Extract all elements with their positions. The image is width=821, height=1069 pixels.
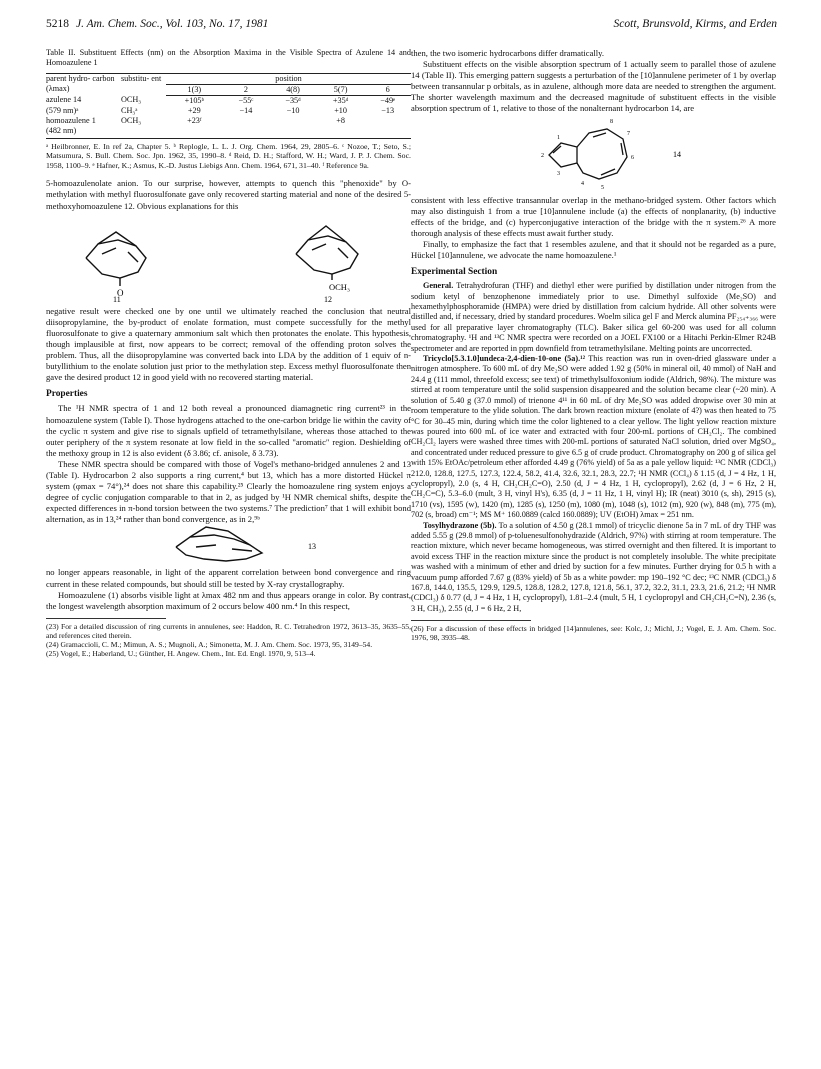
table-row bbox=[46, 126, 411, 139]
tricyclo-heading: Tricyclo[5.3.1.0]undeca-2,4-dien-10-one (5a).¹² bbox=[423, 354, 586, 364]
section-heading-properties: Properties bbox=[46, 389, 88, 400]
general-text: Tetrahydrofuran (THF) and diethyl ether were purified by distillation under nitrogen from the sodium ketyl of benzophenone immediately prior to use. Dimethyl sulfoxide (Me₂SO) and hexamethylphosphoramide (HMPA) were dried by distillation from calcium hydride. All other solvents were distilled and, if necessary, dried by standard procedures. Woelm silica gel F and Merck alumina PF₂₅₄₊₃₆₆ were used for all preparative layer chromatography (TLC). Baker silica gel 60-200 was used for all column chromatography. ¹H and ¹³C NMR spectra were recorded on a JOEL FX100 or a Hitachi Perkin-Elmer R24B spectrometer and are reported in ppm downfield from tetramethylsilane. Melting points are uncorrected. bbox=[411, 281, 776, 353]
cell: +8 bbox=[336, 115, 345, 125]
structure-11 bbox=[86, 232, 146, 286]
general-paragraph bbox=[411, 281, 776, 354]
ring-number: 8 bbox=[610, 118, 613, 125]
footnote-rule bbox=[46, 618, 166, 619]
right-column bbox=[411, 48, 776, 643]
cell: −13 bbox=[381, 105, 395, 115]
cell bbox=[317, 126, 365, 139]
cell bbox=[223, 126, 270, 139]
cell bbox=[269, 126, 317, 139]
paragraph: 5-homoazulenolate anion. To our surprise, however, attempts to quench this "phenoxide" by O-methylation with methyl fluorosulfonate gave only recovered starting material and none of the desired 5-methoxyhomoazulene 12. Obvious explanations for this bbox=[46, 178, 411, 211]
structure-figure bbox=[46, 218, 411, 302]
ring-number: 5 bbox=[601, 184, 604, 191]
footnote-23: (23) For a detailed discussion of ring currents in annulenes, see: Haddon, R. C. Tetrahedron 1972, 3613–35, 3635–55, and references cited therein. bbox=[46, 621, 411, 641]
cell: OCH₃ bbox=[121, 115, 142, 125]
pos-header: 1(3) bbox=[166, 84, 223, 95]
cell: CH₃ᵃ bbox=[121, 105, 138, 115]
structure-14 bbox=[411, 115, 776, 195]
oxo-label: O bbox=[117, 287, 124, 298]
cell: −55ᶜ bbox=[238, 95, 254, 105]
compound-label-12: 12 bbox=[324, 294, 332, 302]
running-header bbox=[46, 18, 777, 36]
table-row bbox=[46, 106, 411, 116]
ring-number: 6 bbox=[631, 154, 634, 161]
structures-11-12 bbox=[46, 218, 411, 302]
cell: (482 nm) bbox=[46, 126, 121, 139]
journal-citation: J. Am. Chem. Soc., Vol. 103, No. 17, 1981 bbox=[76, 18, 269, 30]
footnote-24: (24) Gramaccioli, C. M.; Mimun, A. S.; Mugnoli, A.; Simonetta, M. J. Am. Chem. Soc. 1973, 95, 3149–54. bbox=[46, 640, 373, 650]
cell: +35ᵈ bbox=[332, 95, 349, 105]
paragraph: consistent with less effective transannular overlap in the methano-bridged system. Other factors which may also distinguish 1 from a true [10]annulene include (a) the effects of nonplanarity, (b) inductive effects of the bridge, and (c) hyperconjugative interaction of the bridge with the π system.²⁶ A more thorough analysis of these effects must await further study. bbox=[411, 194, 776, 238]
ring-number: 1 bbox=[557, 134, 560, 141]
substituent-table bbox=[46, 73, 411, 139]
cell: −14 bbox=[239, 105, 253, 115]
tricyclo-paragraph bbox=[411, 354, 776, 521]
cell bbox=[223, 116, 270, 126]
running-authors: Scott, Brunsvold, Kirms, and Erden bbox=[613, 18, 777, 30]
cell: OCH₃ bbox=[121, 95, 142, 105]
structure-13-block bbox=[46, 525, 411, 567]
general-heading: General. bbox=[423, 281, 454, 291]
paragraph: negative result were checked one by one until we ultimately reached the conclusion that neutral diisopropylamine, the by-product of enolate formation, must compete successfully for the methyl fluorosulfonate to give a quaternary ammonium salt which then protonates the enolate. This hypothesis, though implausible at first, now appears to be correct; removal of the offending proton solves the problem. Thus, all the diisopropylamine was converted back into LDA by the addition of 1 equiv of n-butyllithium to the enolate solution just prior to the methylation step. Excess methyl fluorosulfonate then gave the desired product 12 in good yield with no recovered starting material. bbox=[46, 305, 411, 383]
cell: +29 bbox=[187, 105, 201, 115]
table-row bbox=[46, 116, 411, 126]
och3-label: OCH₃ bbox=[329, 281, 350, 292]
footnote-26: (26) For a discussion of these effects in bridged [14]annulenes, see: Kolc, J.; Michl, J.; Vogel, E. J. Am. Chem. Soc. 1976, 98, 3935–48. bbox=[411, 624, 776, 643]
cell bbox=[269, 116, 317, 126]
pos-header: 4(8) bbox=[269, 84, 317, 95]
footnote-25: (25) Vogel, E.; Haberland, U.; Günther, H. Angew. Chem., Int. Ed. Engl. 1970, 9, 513–4. bbox=[46, 649, 316, 659]
structure-13 bbox=[46, 525, 411, 567]
cell: azulene 14 bbox=[46, 95, 82, 105]
paragraph: These NMR spectra should be compared with those of Vogel's methano-bridged annulenes 2 and 13 (Table I). Hydrocarbon 2 also supports a ring current,⁴ but 13, which has a more distorted Hückel π system (φmax = 74°),²⁴ does not share this capability.²⁵ Clearly the homoazulene ring system enjoys a degree of cyclic conjugation comparable to that in 2, as judged by ¹H NMR chemical shifts, despite the expected differences in π-bond torsion between the two systems.⁷ The prediction⁷ that 1 will exhibit bond alternation, as in 13,²⁴ rather than bond convergence, as in 2,⁹ᵇ bbox=[46, 458, 411, 525]
page-number: 5218 bbox=[46, 18, 69, 30]
structure-14-block bbox=[411, 115, 776, 195]
table-caption: Table II. Substituent Effects (nm) on the Absorption Maxima in the Visible Spectra of Azulene 14 and Homoazulene 1 bbox=[46, 48, 411, 68]
cell: homoazulene 1 bbox=[46, 115, 96, 125]
compound-label-14: 14 bbox=[673, 149, 681, 159]
compound-label-13: 13 bbox=[308, 542, 316, 552]
compound-label-11: 11 bbox=[113, 294, 121, 302]
ring-number: 7 bbox=[627, 130, 630, 137]
cell: +105ᵇ bbox=[184, 95, 205, 105]
cell: +23ᶠ bbox=[187, 115, 202, 125]
cell bbox=[364, 116, 411, 126]
structure-12 bbox=[296, 226, 358, 280]
footnote-rule bbox=[411, 620, 531, 621]
cell bbox=[166, 126, 223, 139]
pos-header: 6 bbox=[364, 84, 411, 95]
tosyl-text: To a solution of 4.50 g (28.1 mmol) of tricyclic dienone 5a in 7 mL of dry THF was added 5.55 g (29.8 mmol) of p-toluenesulfonohydrazide (Aldrich, 97%) with stirring at room temperature. The reaction mixture, which never became homogeneous, was stirred overnight and then filtered. It is important to avoid excess THF in the reaction mixture since the product is not completely insoluble. The white precipitate was washed with a minimum of ether and dried by suction for a few minutes. Further drying for 0.5 h with a vacuum pump afforded 7.67 g (83% yield) of 5b as a white powder: mp 190–192 °C dec; ¹³C NMR (CDCl₃) δ 167.8, 144.0, 135.5, 129.9, 129.5, 128.8, 128.2, 127.8, 121.8, 56.1, 37.2, 32.2, 31.1, 23.3, 21.6, 21.2; ¹H NMR (CDCl₃) δ 0.77 (d, J = 4 Hz, 1 H, cyclopropyl), 1.81–2.4 (mult, 5 H, 1 cyclopropyl and CH₂CH₂C=N), 2.36 (s, 3 H, CH₃), 2.55 (d, J = 6 Hz, 2 H, bbox=[411, 520, 776, 613]
col-parent-header: parent hydro- carbon (λmax) bbox=[46, 73, 121, 95]
cell bbox=[364, 126, 411, 139]
section-heading-experimental: Experimental Section bbox=[411, 267, 498, 278]
col-substituent-header: substitu- ent bbox=[121, 73, 166, 95]
tosyl-heading: Tosylhydrazone (5b). bbox=[423, 520, 497, 530]
pos-header: 5(7) bbox=[317, 84, 365, 95]
table-footnotes: ᵃ Heilbronner, E. In ref 2a, Chapter 5. ᵇ Replogle, L. L. J. Org. Chem. 1964, 29, 2805–6. ᶜ Nozoe, T.; Seto, S.; Matsumura, S. Bull. Chem. Soc. Jpn. 1962, 35, 1990–8. ᵈ Reid, D. H.; Stafford, W. H.; Ward, J. P. J. Chem. Soc. 1958, 1100–9. ᵉ Hafner, K.; Asmus, K.-D. Justus Liebigs Ann. Chem. 1964, 671, 31–40. ᶠ Reference 9a. bbox=[46, 141, 411, 170]
paragraph: The ¹H NMR spectra of 1 and 12 both reveal a pronounced diamagnetic ring current²³ in the homoazulene system (Table I). Those hydrogens attached to the one-carbon bridge lie within the cavity of the cyclic π system and give rise to signals upfield of tetramethylsilane, whereas those attached to the outer periphery of the π system resonate at low field in the so-called "aromatic" region. Deshielding of the methoxy group in 12 is also evident (δ 3.86; cf. anisole, δ 3.73). bbox=[46, 403, 411, 458]
pos-header: 2 bbox=[223, 84, 270, 95]
paragraph: Homoazulene (1) absorbs visible light at λmax 482 nm and thus appears orange in color. By contrast, the longest wavelength absorption maximum of 2 occurs below 400 nm.⁴ In this respect, bbox=[46, 589, 411, 611]
tosyl-paragraph bbox=[411, 521, 776, 615]
cell: −35ᵈ bbox=[285, 95, 301, 105]
cell: −49ᵉ bbox=[380, 95, 396, 105]
left-column bbox=[46, 48, 411, 659]
tricyclo-text: This reaction was run in oven-dried glassware under a nitrogen atmosphere. To 600 mL of dry Me₂SO were added 1.92 g (50% in mineral oil, 40 mmol) of NaH and 24.4 g (111 mmol, threefold excess; see text) of trimethylsulfoxonium iodide (Aldrich, 98%). The mixture was stirred at room temperature until the solid suspension disappeared and the solution became clear (~20 min). A solution of 5.40 g (37.0 mmol) of trienone 4¹¹ in 60 mL of dry Me₂SO was added dropwise over 30 min at room temperature to the ylide solution. The dark brown reaction mixture (enolate of 4?) was then heated to 75 °C for 30–45 min, during which time the color lightened to a clear yellow. The light yellow reaction mixture was poured into 600 mL of ice water and extracted with four 200-mL portions of CH₂Cl₂. The combined CH₂Cl₂ layers were washed three times with 200-mL portions of saturated NaCl solution, dried over MgSO₄, and concentrated under reduced pressure to give 6.5 g of crude product. Chromatography on 200 g of silica gel with 15% EtOAc/petroleum ether afforded 4.49 g (76% yield) of 5a as a pale yellow liquid: ¹³C NMR (CDCl₃) 212.0, 128.8, 127.5, 127.3, 122.4, 58.2, 41.4, 32.6, 32.1, 28.3, 22.7; ¹H NMR (CCl₄) δ 1.15 (d, J = 4 Hz, 1 H, cyclopropyl), 2.0 (s, 4 H, CH₂CH₂C=O), 2.50 (d, J = 4 Hz, 1 H, cyclopropyl), 2.62 (d, J = 6 Hz, 2 H, CH₂C=C), 5.3–6.0 (mult, 3 H, vinyl H's), 6.35 (d, J = 11 Hz, 1 H, vinyl H); IR (neat) 3010 (s, sh), 2915 (s), 1710 (vs), 1595 (w), 1420 (m), 1285 (s), 1250 (m), 1080 (m), 1048 (s), 1012 (m), 920 (w), 848 (m), 775 (m), 702 (s, broad) cm⁻¹; MS M⁺ 160.0889 (calcd 160.0889); UV (EtOH) λmax = 251 nm. bbox=[411, 354, 776, 520]
cell: (579 nm)ᵃ bbox=[46, 105, 79, 115]
paragraph: no longer appears reasonable, in light of the apparent correlation between bond convergence and ring current in these related compounds, but should still be tested by X-ray crystallography. bbox=[46, 567, 411, 589]
cell: +10 bbox=[334, 105, 347, 115]
cell bbox=[121, 126, 166, 139]
ring-number: 4 bbox=[581, 180, 584, 187]
ring-number: 3 bbox=[557, 170, 560, 177]
paragraph: Finally, to emphasize the fact that 1 resembles azulene, and that it should not be regarded as a pure, Hückel [10]annulene, we advocate the name homoazulene.¹ bbox=[411, 238, 776, 261]
paragraph: then, the two isomeric hydrocarbons differ dramatically. bbox=[411, 48, 605, 58]
paragraph: Substituent effects on the visible absorption spectrum of 1 actually seem to parallel those of azulene 14 (Table II). This emerging pattern suggests a perturbation of the [10]annulene perimeter of 1 by overlap between transannular p orbitals, as in azulene, although more data are needed to strengthen the argument. The shorter wavelength maximum and the decreased magnitude of substituent effects in the visible absorption spectrum of 1, relative to those of the nonalternant hydrocarbon 14, are bbox=[411, 59, 776, 114]
cell: −10 bbox=[286, 105, 300, 115]
table-row bbox=[46, 95, 411, 106]
ring-number: 2 bbox=[541, 152, 544, 159]
position-header: position bbox=[166, 73, 411, 84]
